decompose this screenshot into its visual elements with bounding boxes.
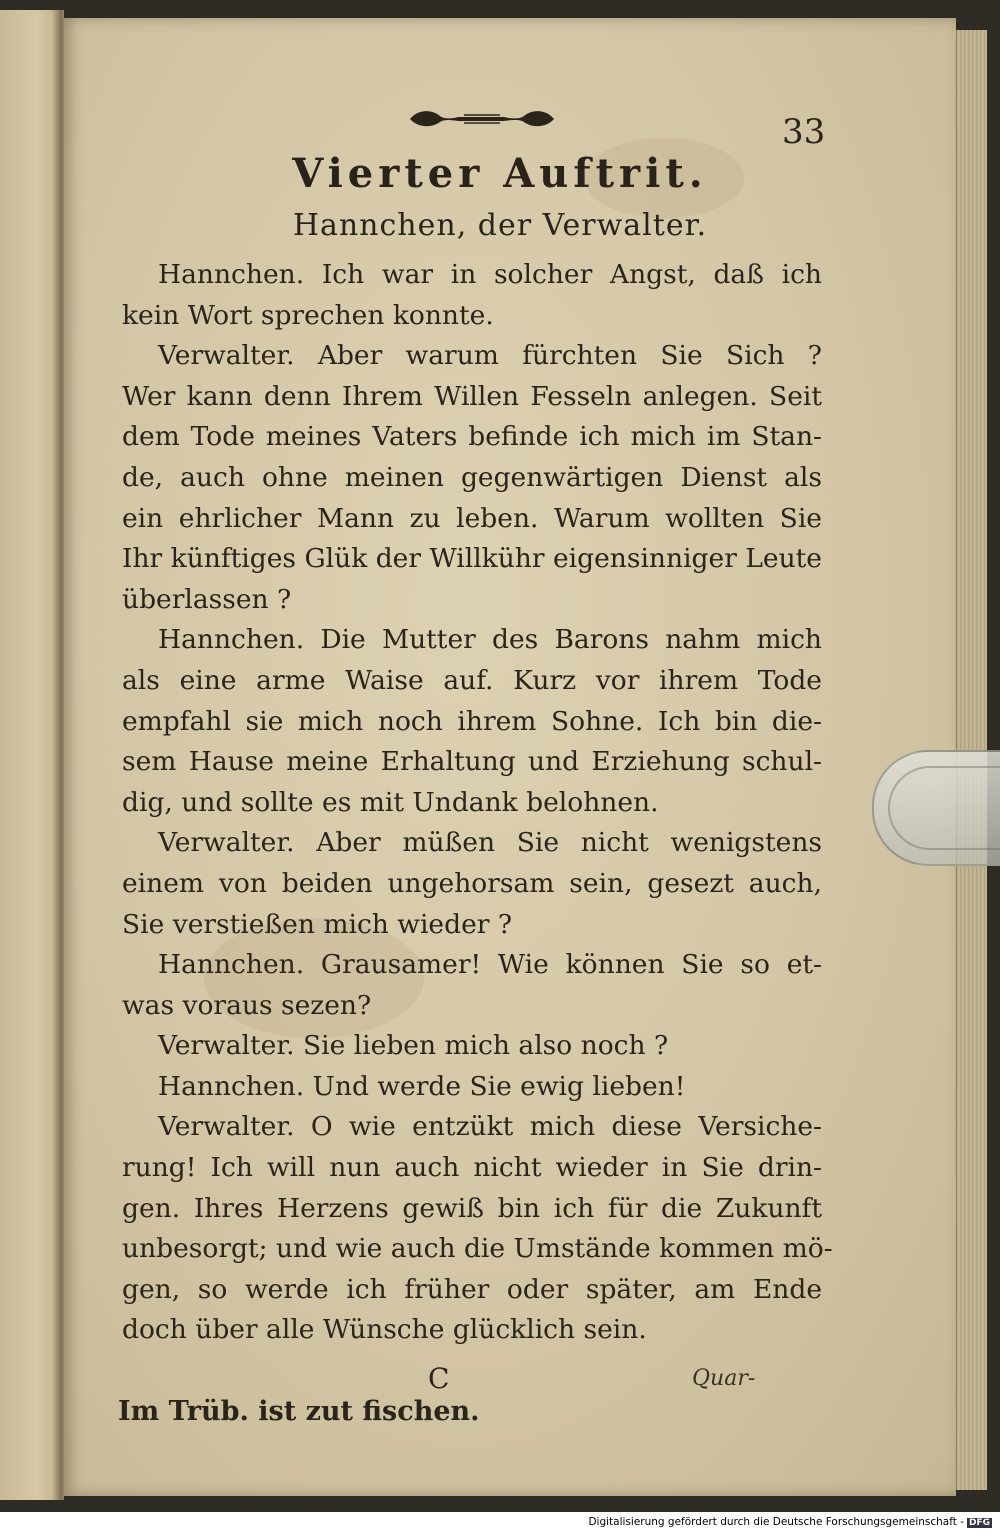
text-line: unbesorgt; und wie auch die Umstände kommen mö- [122, 1233, 833, 1265]
text-line: dig, und sollte es mit Undank belohnen. [122, 786, 659, 818]
text-line: Verwalter. Sie lieben mich also noch ? [158, 1030, 669, 1062]
text-line: Verwalter. O wie entzükt mich diese Versiche- [158, 1111, 822, 1143]
text-line: empfahl sie mich noch ihrem Sohne. Ich bin die- [122, 705, 822, 737]
text-line: doch über alle Wünsche glücklich sein. [122, 1314, 647, 1346]
text-line: kein Wort sprechen konnte. [122, 299, 494, 331]
text-line: Hannchen. Die Mutter des Barons nahm mich [158, 624, 822, 656]
text-line: als eine arme Waise auf. Kurz vor ihrem Tode [122, 664, 822, 696]
text-line: gen, so werde ich früher oder später, am Ende [122, 1273, 822, 1305]
text-line: Hannchen. Grausamer! Wie können Sie so et- [158, 949, 822, 981]
text-line: überlassen ? [122, 583, 292, 615]
credit-text [588, 1516, 992, 1528]
text-line: Verwalter. Aber warum fürchten Sie Sich ? [158, 340, 822, 372]
page-holder-clip [872, 750, 1000, 866]
scene-characters: Hannchen, der Verwalter. [292, 208, 708, 243]
dfg-logo: DFG [968, 1518, 990, 1528]
text-line: Ihr künftiges Glük der Willkühr eigensinniger Leute [122, 543, 822, 575]
text-line: rung! Ich will nun auch nicht wieder in Sie drin- [122, 1152, 822, 1184]
text-line: Hannchen. Ich war in solcher Angst, daß ich [158, 259, 822, 290]
text-line: Hannchen. Und werde Sie ewig lieben! [158, 1070, 686, 1102]
footer-motto: Im Trüb. ist zut fischen. [118, 1396, 480, 1427]
page-number: 33 [782, 112, 826, 152]
text-line: sem Hause meine Erhaltung und Erziehung schul- [122, 746, 822, 778]
catchword: Quar- [692, 1366, 756, 1391]
credit-label: Digitalisierung gefördert durch die Deutsche Forschungsgemeinschaft - [588, 1516, 964, 1528]
text-line: de, auch ohne meinen gegenwärtigen Dienst als [122, 461, 822, 493]
text-line: Wer kann denn Ihrem Willen Fesseln anlegen. Seit [122, 380, 822, 412]
text-line: gen. Ihres Herzens gewiß bin ich für die Zukunft [122, 1192, 822, 1224]
text-line: Verwalter. Aber müßen Sie nicht wenigstens [158, 827, 822, 859]
text-line: dem Tode meines Vaters befinde ich mich im Stan- [122, 421, 822, 453]
body-text [122, 255, 833, 1351]
scene-heading: Vierter Auftrit. [292, 150, 708, 197]
page-holder-clip-inner [888, 766, 1000, 850]
ornament-rule [408, 106, 556, 132]
credit-bar [0, 1512, 1000, 1535]
signature-mark: C [428, 1362, 450, 1395]
text-line: was voraus sezen? [122, 989, 372, 1021]
text-line: Sie verstießen mich wieder ? [122, 908, 513, 940]
text-line: einem von beiden ungehorsam sein, gesezt auch, [122, 867, 822, 899]
text-line: ein ehrlicher Mann zu leben. Warum wollten Sie [122, 502, 822, 534]
